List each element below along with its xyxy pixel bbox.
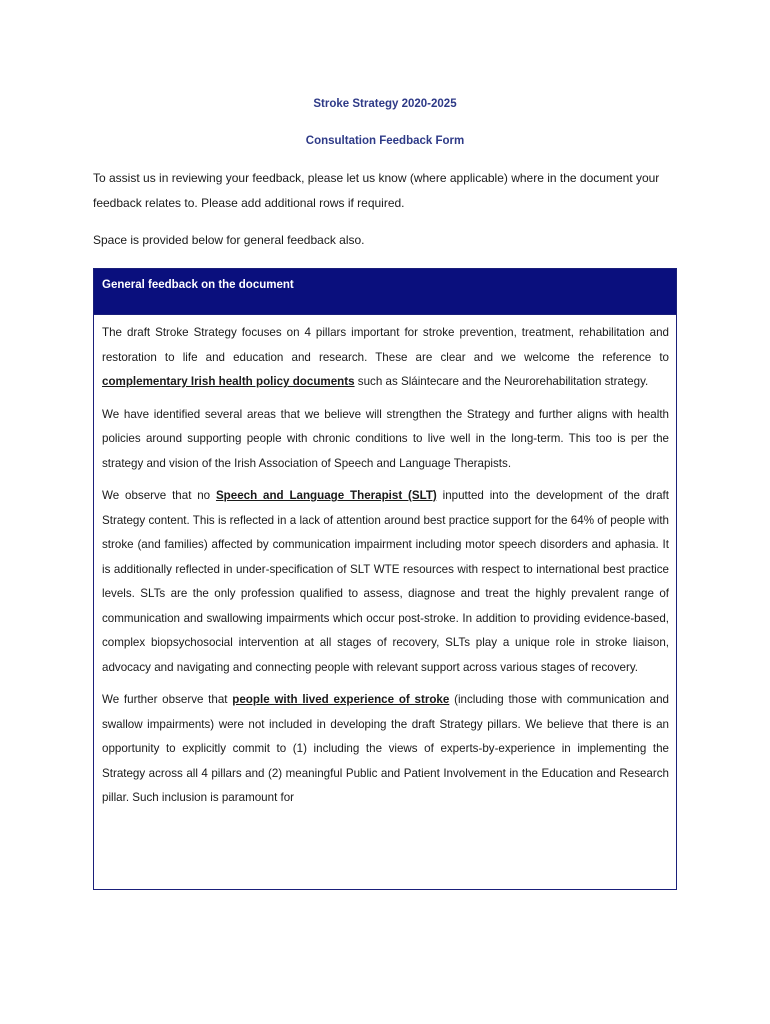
feedback-box-header: General feedback on the document bbox=[94, 269, 676, 315]
document-title: Stroke Strategy 2020-2025 bbox=[313, 98, 457, 110]
space-note: Space is provided below for general feedback also. bbox=[93, 233, 365, 247]
feedback-box-body[interactable] bbox=[94, 315, 676, 811]
emphasis-text: people with lived experience of stroke bbox=[232, 693, 450, 706]
paragraph-text: We have identified several areas that we believe will strengthen the Strategy and further aligns with health policies around supporting people with chronic conditions to live well in the long-term. This too is per the strategy and vision of the Irish Association of Speech and Language Therapists. bbox=[102, 407, 669, 470]
emphasis-text: Speech and Language Therapist (SLT) bbox=[215, 489, 437, 502]
paragraph-text: We observe that no bbox=[102, 489, 216, 502]
paragraph-text: (including those with communication and swallow impairments) were not included in developing the draft Strategy pillars. We believe that there is an opportunity to explicitly commit to (1) including the views of experts-by-experience in implementing the Strategy across all 4 pillars and (2) meaningful Public and Patient Involvement in the Education and Research pillar. Such inclusion is paramount for bbox=[102, 693, 669, 804]
intro-text: To assist us in reviewing your feedback, please let us know (where applicable) where in the document your feedback relates to. Please add additional rows if required. bbox=[93, 171, 660, 210]
paragraph-text: We further observe that bbox=[102, 693, 233, 706]
feedback-paragraph bbox=[102, 688, 669, 811]
general-feedback-box bbox=[93, 268, 677, 890]
feedback-paragraph bbox=[102, 321, 669, 395]
document-subtitle: Consultation Feedback Form bbox=[305, 135, 465, 147]
feedback-paragraph bbox=[102, 403, 669, 477]
emphasis-text: complementary Irish health policy documents bbox=[102, 375, 355, 388]
paragraph-text: such as Sláintecare and the Neurorehabilitation strategy. bbox=[354, 375, 649, 388]
paragraph-text: inputted into the development of the draft Strategy content. This is reflected in a lack of attention around best practice support for the 64% of people with stroke (and families) affected by communication impairment including motor speech disorders and aphasia. It is additionally reflected in under-specification of SLT WTE resources with respect to international best practice levels. SLTs are the only profession qualified to assess, diagnose and treat the highly prevalent range of communication and swallowing impairments which occur post-stroke. In addition to providing evidence-based, complex biopsychosocial intervention at all stages of recovery, SLTs play a unique role in stroke liaison, advocacy and navigating and connecting people with relevant support across various stages of recovery. bbox=[102, 489, 669, 674]
feedback-paragraph bbox=[102, 484, 669, 680]
paragraph-text: The draft Stroke Strategy focuses on 4 pillars important for stroke prevention, treatment, rehabilitation and restoration to life and education and research. These are clear and we welcome the reference to bbox=[102, 326, 669, 364]
